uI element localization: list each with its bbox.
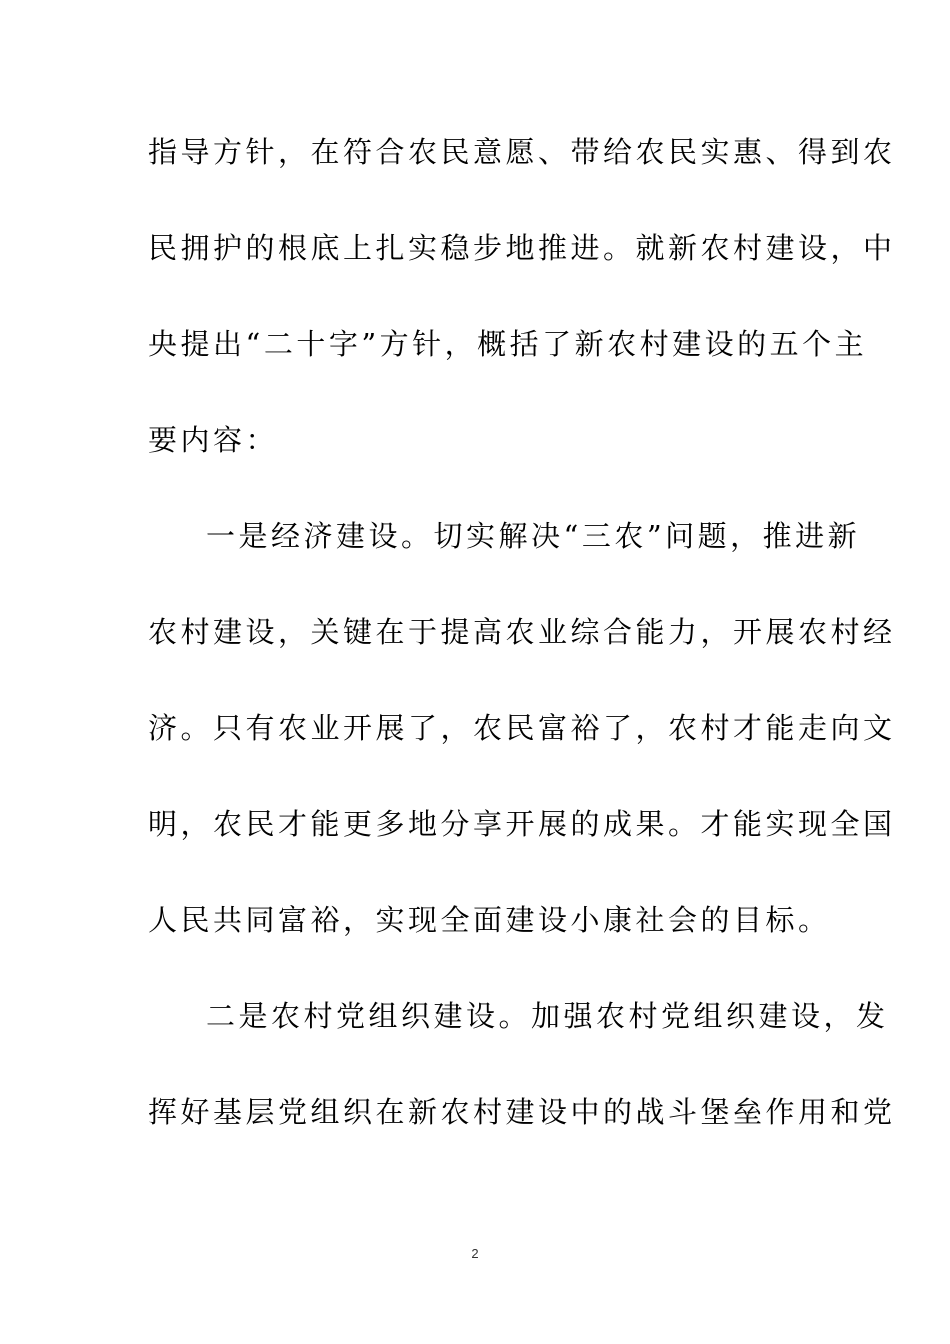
text-line: 人民共同富裕，实现全面建设小康社会的目标。	[148, 903, 831, 937]
text-line: 要内容：	[148, 423, 279, 457]
paragraph-start-line: 二是农村党组织建设。加强农村党组织建设，发	[206, 999, 889, 1033]
text-line: 明，农民才能更多地分享开展的成果。才能实现全国	[148, 807, 896, 841]
text-line: 济。只有农业开展了，农民富裕了，农村才能走向文	[148, 711, 896, 745]
text-line: 指导方针，在符合农民意愿、带给农民实惠、得到农	[148, 135, 896, 169]
text-line: 农村建设，关键在于提高农业综合能力，开展农村经	[148, 615, 896, 649]
text-line: 央提出“二十字”方针，概括了新农村建设的五个主	[148, 327, 868, 361]
page-number: 2	[471, 1246, 479, 1261]
paragraph-start-line: 一是经济建设。切实解决“三农”问题，推进新	[206, 519, 861, 553]
text-line: 民拥护的根底上扎实稳步地推进。就新农村建设，中	[148, 231, 896, 265]
body-text	[148, 128, 896, 1184]
text-line: 挥好基层党组织在新农村建设中的战斗堡垒作用和党	[148, 1095, 896, 1129]
